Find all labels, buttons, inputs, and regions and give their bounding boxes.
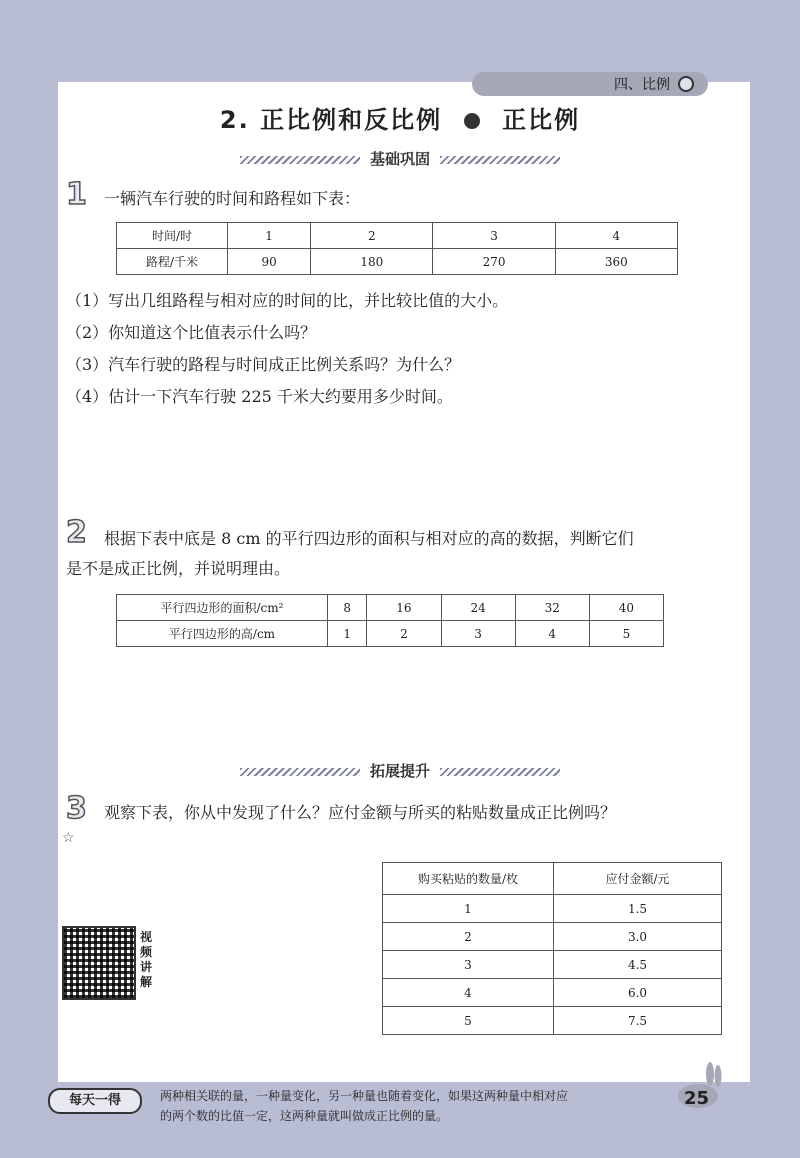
page-number: 25 xyxy=(684,1088,710,1109)
table-cell: 8 xyxy=(328,595,367,621)
qr-code-icon[interactable] xyxy=(62,926,136,1000)
table-cell: 2 xyxy=(311,223,433,249)
table-cell: 1 xyxy=(228,223,311,249)
question-2-line-2: 是不是成正比例，并说明理由。 xyxy=(66,559,291,578)
question-1-sub-3: （3）汽车行驶的路程与时间成正比例关系吗？为什么？ xyxy=(66,355,461,374)
table-cell: 40 xyxy=(589,595,663,621)
table-cell: 4 xyxy=(515,621,589,647)
question-3-text: 观察下表，你从中发现了什么？应付金额与所买的粘贴数量成正比例吗？ xyxy=(104,803,617,822)
table-cell: 4 xyxy=(383,979,554,1007)
table-cell: 1.5 xyxy=(554,895,722,923)
table-cell: 90 xyxy=(228,249,311,275)
question-1-number: 1 xyxy=(66,177,87,212)
q2-table xyxy=(116,594,664,647)
table-cell: 16 xyxy=(367,595,441,621)
title-bullet-icon xyxy=(464,113,480,129)
table-row xyxy=(383,1007,722,1035)
question-1-intro: 一辆汽车行驶的时间和路程如下表： xyxy=(104,189,361,208)
table-row xyxy=(383,923,722,951)
section-basic-label: 基础巩固 xyxy=(369,150,430,168)
table-cell: 4 xyxy=(555,223,677,249)
table-header-cell: 应付金额/元 xyxy=(554,863,722,895)
q3-table xyxy=(382,862,722,1035)
table-header-cell: 购买粘贴的数量/枚 xyxy=(383,863,554,895)
section-extend xyxy=(0,760,800,781)
table-row xyxy=(383,979,722,1007)
table-cell: 180 xyxy=(311,249,433,275)
daily-tip-badge: 每天一得 xyxy=(48,1088,142,1114)
page-title xyxy=(0,100,800,135)
chapter-label: 四、比例 xyxy=(614,77,670,93)
stripe-right-icon xyxy=(440,156,560,164)
footer-tip xyxy=(160,1086,670,1126)
question-2-line-1: 根据下表中底是 8 cm 的平行四边形的面积与相对应的高的数据，判断它们 xyxy=(104,529,634,548)
footer-tip-line-1: 两种相关联的量，一种量变化，另一种量也随着变化，如果这两种量中相对应 xyxy=(160,1089,569,1103)
table-cell: 32 xyxy=(515,595,589,621)
question-3-number: 3 xyxy=(66,791,87,826)
chapter-tab xyxy=(472,72,708,96)
table-row xyxy=(117,249,678,275)
table-row xyxy=(117,621,664,647)
table-cell: 4.5 xyxy=(554,951,722,979)
footer-tip-line-2: 的两个数的比值一定，这两种量就叫做成正比例的量。 xyxy=(160,1109,449,1123)
table-cell: 3.0 xyxy=(554,923,722,951)
star-icon: ☆ xyxy=(62,830,75,846)
table-cell: 1 xyxy=(328,621,367,647)
table-cell: 24 xyxy=(441,595,515,621)
stripe-right-icon xyxy=(440,768,560,776)
section-basic xyxy=(0,148,800,169)
table-row xyxy=(117,595,664,621)
table-cell: 平行四边形的高/cm xyxy=(117,621,328,647)
table-cell: 3 xyxy=(383,951,554,979)
table-cell: 路程/千米 xyxy=(117,249,228,275)
section-extend-label: 拓展提升 xyxy=(369,762,430,780)
table-cell: 270 xyxy=(433,249,555,275)
qr-video-label: 视频讲解 xyxy=(140,930,153,989)
question-1-sub-1: （1）写出几组路程与相对应的时间的比，并比较比值的大小。 xyxy=(66,291,509,310)
table-cell: 7.5 xyxy=(554,1007,722,1035)
q1-table xyxy=(116,222,678,275)
chapter-dot-icon xyxy=(678,76,694,92)
question-1-sub-2: （2）你知道这个比值表示什么吗？ xyxy=(66,323,317,342)
table-row xyxy=(383,863,722,895)
table-cell: 3 xyxy=(441,621,515,647)
table-cell: 2 xyxy=(367,621,441,647)
stripe-left-icon xyxy=(240,156,360,164)
table-cell: 3 xyxy=(433,223,555,249)
table-cell: 360 xyxy=(555,249,677,275)
title-suffix: 正比例 xyxy=(502,106,581,134)
table-row xyxy=(117,223,678,249)
table-row xyxy=(383,951,722,979)
table-cell: 1 xyxy=(383,895,554,923)
table-cell: 5 xyxy=(589,621,663,647)
table-cell: 6.0 xyxy=(554,979,722,1007)
question-1-sub-4: （4）估计一下汽车行驶 225 千米大约要用多少时间。 xyxy=(66,387,453,406)
table-cell: 2 xyxy=(383,923,554,951)
table-row xyxy=(383,895,722,923)
table-cell: 5 xyxy=(383,1007,554,1035)
table-cell: 时间/时 xyxy=(117,223,228,249)
stripe-left-icon xyxy=(240,768,360,776)
question-2-number: 2 xyxy=(66,515,87,550)
table-cell: 平行四边形的面积/cm² xyxy=(117,595,328,621)
title-prefix: 2. 正比例和反比例 xyxy=(219,106,443,134)
